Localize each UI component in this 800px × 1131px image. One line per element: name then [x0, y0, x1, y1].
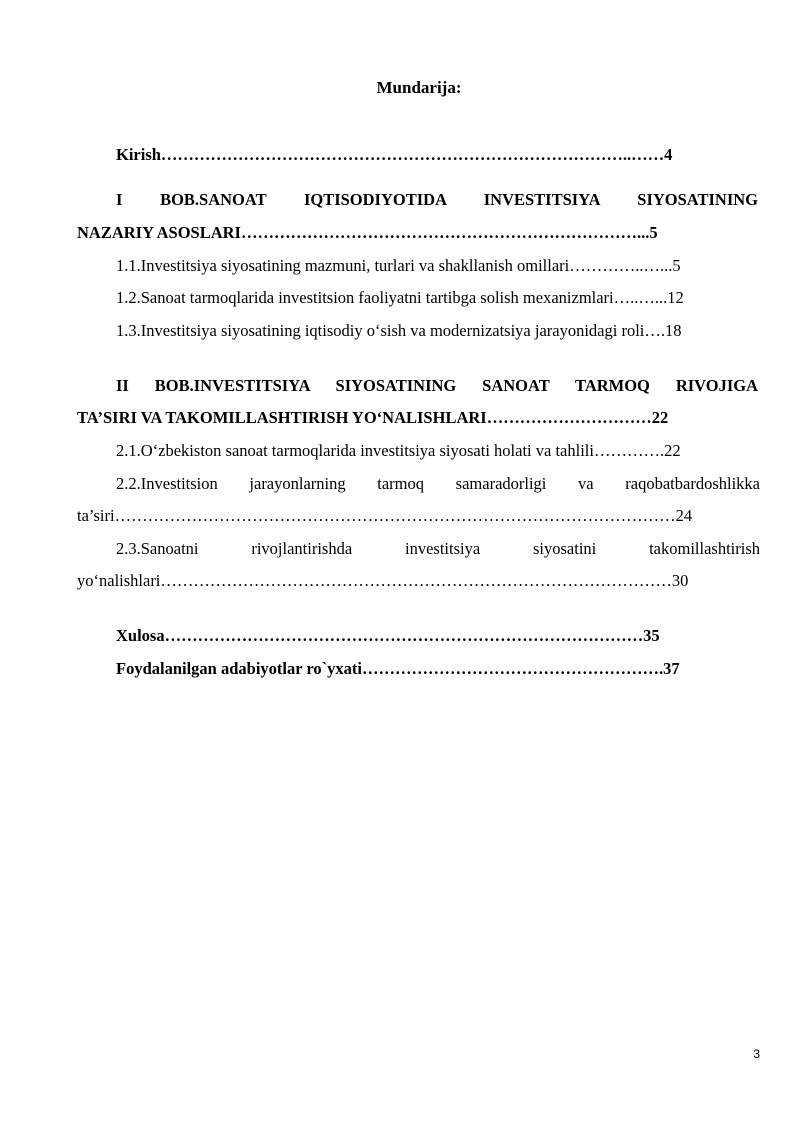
toc-chapter-1-line-2: NAZARIY ASOSLARI………………………………………………………………...5	[77, 223, 658, 242]
toc-entry-2-2-line-1: 2.2.Investitsion jarayonlarning tarmoq samaradorligi va raqobatbardoshlikka	[116, 474, 760, 493]
toc-entry-1-3: 1.3.Investitsiya siyosatining iqtisodiy oʻsish va modernizatsiya jarayonidagi roli….18	[116, 321, 682, 340]
toc-chapter-1-line-1: I BOB.SANOAT IQTISODIYOTIDA INVESTITSIYA SIYOSATINING	[116, 190, 758, 209]
toc-title: Mundarija:	[376, 78, 462, 97]
toc-entry-1-2: 1.2.Sanoat tarmoqlarida investitsion faoliyatni tartibga solish mexanizmlari…..…...12	[116, 288, 684, 307]
toc-entry-references: Foydalanilgan adabiyotlar ro`yxati……………………………………………….37	[116, 659, 680, 678]
toc-entry-intro: Kirish…………………………………………………………………………..……4	[116, 145, 673, 164]
toc-entry-2-3-line-2: yoʻnalishlari…………………………………………………………………………………30	[77, 571, 689, 590]
toc-entry-2-2-line-2: ta’siri…………………………………………………………………………………………24	[77, 506, 693, 525]
toc-entry-conclusion: Xulosa……………………………………………………………………………35	[116, 626, 660, 645]
toc-entry-2-1: 2.1.Oʻzbekiston sanoat tarmoqlarida investitsiya siyosati holati va tahlili………….22	[116, 441, 681, 460]
toc-entry-1-1: 1.1.Investitsiya siyosatining mazmuni, turlari va shakllanish omillari…………..…...5	[116, 256, 681, 275]
page-number: 3	[753, 1047, 760, 1061]
toc-chapter-2-line-2: TA’SIRI VA TAKOMILLASHTIRISH YOʻNALISHLARI…………………………22	[77, 408, 669, 427]
toc-chapter-2-line-1: II BOB.INVESTITSIYA SIYOSATINING SANOAT TARMOQ RIVOJIGA	[116, 376, 758, 395]
toc-entry-2-3-line-1: 2.3.Sanoatni rivojlantirishda investitsiya siyosatini takomillashtirish	[116, 539, 760, 558]
